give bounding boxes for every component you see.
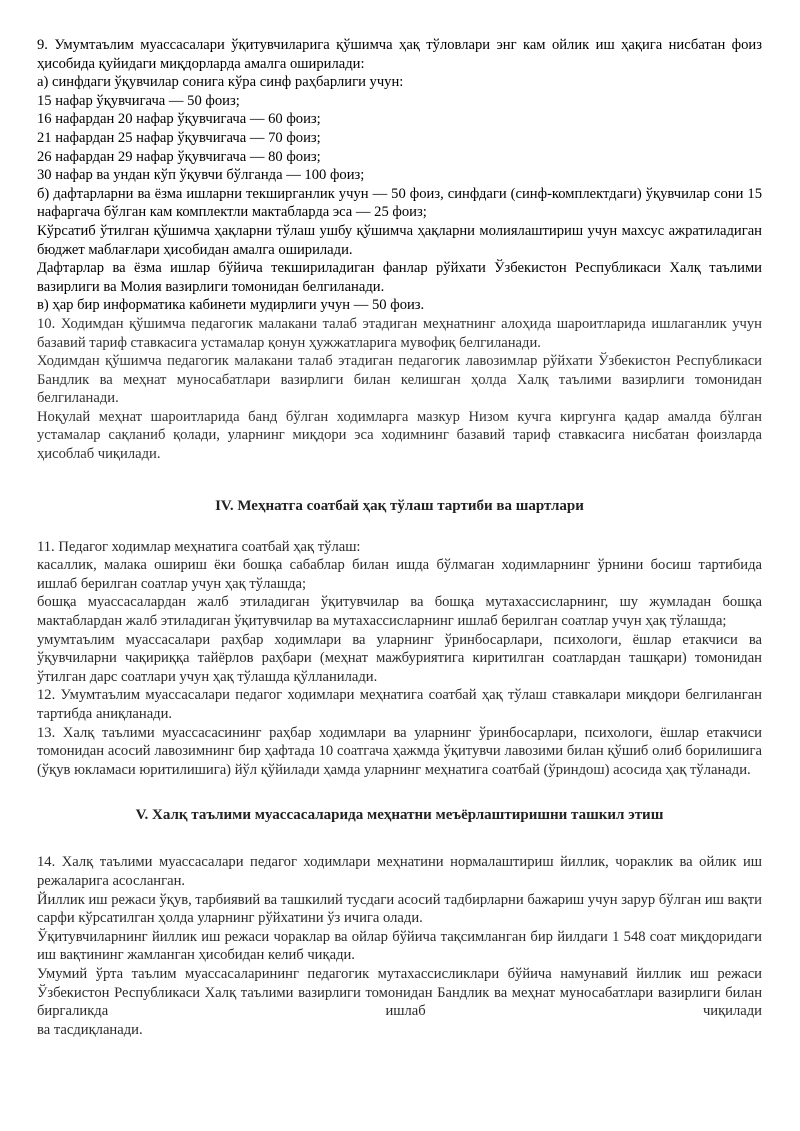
- document-page: [37, 36, 762, 1039]
- paragraph-9: 9. Умумтаълим муассасалари ўқитувчиларига қўшимча ҳақ тўловлари энг кам ойлик иш ҳақига нисбатан фоиз ҳисобида қуйидаги миқдорларда амалга оширилади:: [37, 37, 762, 72]
- paragraph: умумтаълим муассасалари раҳбар ходимлари ва уларнинг ўринбосарлари, психологи, ёшлар етакчиси ва ўқувчиларни чақириққа тайёрлов раҳбари (меҳнат мажбуриятига киритилган соатлардан ташқари) томонидан ўтилган дарс соатлари учун ҳақ тўлашда қўлланилади.: [37, 631, 762, 685]
- paragraph: касаллик, малака ошириш ёки бошқа сабаблар билан ишда бўлмаган ходимларнинг ўрнини босиш тартибида ишлаб берилган соатлар учун ҳақ тўлашда;: [37, 557, 762, 592]
- section-10: [37, 315, 762, 464]
- paragraph-12: 12. Умумтаълим муассасалари педагог ходимлари меҳнатига соатбай ҳақ тўлаш ставкалари миқдори белгиланган тартибда аниқланади.: [37, 687, 762, 722]
- list-item: 30 нафар ва ундан кўп ўқувчи бўлганда — 100 фоиз;: [37, 167, 365, 184]
- list-item: 26 нафардан 29 нафар ўқувчигача — 80 фоиз;: [37, 148, 321, 165]
- paragraph: Ходимдан қўшимча педагогик малакани талаб этадиган педагогик лавозимлар рўйхати Ўзбекистон Республикаси Бандлик ва меҳнат муносабатлари вазирлиги билан келишган ҳолда Халқ таълими вазирлиги томонидан белгиланади.: [37, 353, 762, 407]
- paragraph: бошқа муассасалардан жалб этиладиган ўқитувчилар ва бошқа мутахассисларнинг, шу жумладан бошқа мактаблардан жалб этиладиган ўқитувчилар ва мутахассисларнинг ишлаб берилган соатлар учун ҳақ тўлашда;: [37, 594, 762, 630]
- paragraph-10: 10. Ходимдан қўшимча педагогик малакани талаб этадиган меҳнатнинг алоҳида шароитларида ишлаганлик учун базавий тариф ставкасига устамалар қонун ҳужжатларига мувофиқ белгиланади.: [37, 315, 762, 351]
- paragraph: Дафтарлар ва ёзма ишлар бўйича текшириладиган фанлар рўйхати Ўзбекистон Республикаси Халқ таълими вазирлиги ва Молия вазирлиги томонидан белгиланади.: [37, 260, 762, 295]
- paragraph-11: 11. Педагог ходимлар меҳнатига соатбай ҳақ тўлаш:: [37, 538, 361, 555]
- paragraph-13: 13. Халқ таълими муассасасининг раҳбар ходимлари ва уларнинг ўринбосарлари, психологи, ёшлар етакчиси томонидан асосий лавозимнинг бир ҳафтада 10 соатгача ҳажмда ўқитувчи лавозими билан қўшиб олиб борилишига (ўқув юкламаси юритилишига) йўл қўйилади ҳамда уларнинг меҳнатига соатбай (ўриндош) асосида ҳақ тўланади.: [37, 724, 762, 778]
- paragraph-end: ва тасдиқланади.: [37, 1021, 143, 1038]
- section-9: [37, 36, 762, 315]
- list-item: 16 нафардан 20 нафар ўқувчигача — 60 фоиз;: [37, 111, 321, 128]
- item-b: б) дафтарларни ва ёзма ишларни текширганлик учун — 50 фоиз, синфдаги (синф-комплектдаги) ўқувчилар сони 15 нафаргача бўлган кам комплектли мактабларда эса — 25 фоиз;: [37, 185, 762, 221]
- section-14: [37, 853, 762, 1039]
- paragraph: Ноқулай меҳнат шароитларида банд бўлган ходимларга мазкур Низом кучга киргунга қадар амалда бўлган устамалар сақланиб қолади, уларнинг миқдори эса ходимнинг базавий тариф ставкасига нисбатан фоизларда ҳисоблаб чиқилади.: [37, 408, 762, 463]
- sections-11-13: [37, 538, 762, 780]
- list-item: 15 нафар ўқувчигача — 50 фоиз;: [37, 92, 240, 109]
- paragraph: Умумий ўрта таълим муассасаларининг педагогик мутахассисликлари бўйича намунавий йиллик иш режаси Ўзбекистон Республикаси Халқ таълими вазирлиги томонидан Бандлик ва меҳнат муносабатлари вазирлиги билан биргаликда ишлаб чиқилади: [37, 965, 762, 1020]
- item-a: а) синфдаги ўқувчилар сонига кўра синф раҳбарлиги учун:: [37, 74, 404, 91]
- section-heading-iv: IV. Меҳнатга соатбай ҳақ тўлаш тартиби ва шартлари: [215, 497, 584, 514]
- section-heading-v: V. Халқ таълими муассасаларида меҳнатни меъёрлаштиришни ташкил этиш: [135, 807, 664, 824]
- paragraph: Кўрсатиб ўтилган қўшимча ҳақларни тўлаш ушбу қўшимча ҳақларни молиялаштириш учун махсус ажратиладиган бюджет маблағлари ҳисобидан амалга оширилади.: [37, 222, 762, 258]
- list-item: 21 нафардан 25 нафар ўқувчигача — 70 фоиз;: [37, 129, 321, 146]
- paragraph: Йиллик иш режаси ўқув, тарбиявий ва ташкилий тусдаги асосий тадбирларни бажариш учун зарур бўлган иш вақти сарфи кўрсатилган ҳолда уларнинг рўйхатини ўз ичига олади.: [37, 891, 762, 927]
- paragraph: Ўқитувчиларнинг йиллик иш режаси чораклар ва ойлар бўйича тақсимланган бир йилдаги 1 548 соат миқдоридаги иш вақтининг жамланган ҳисобидан келиб чиқади.: [37, 928, 762, 964]
- item-v: в) ҳар бир информатика кабинети мудирлиги учун — 50 фоиз.: [37, 297, 425, 314]
- paragraph-14: 14. Халқ таълими муассасалари педагог ходимлари меҳнатини нормалаштириш йиллик, чораклик ва ойлик иш режаларига асосланган.: [37, 854, 762, 889]
